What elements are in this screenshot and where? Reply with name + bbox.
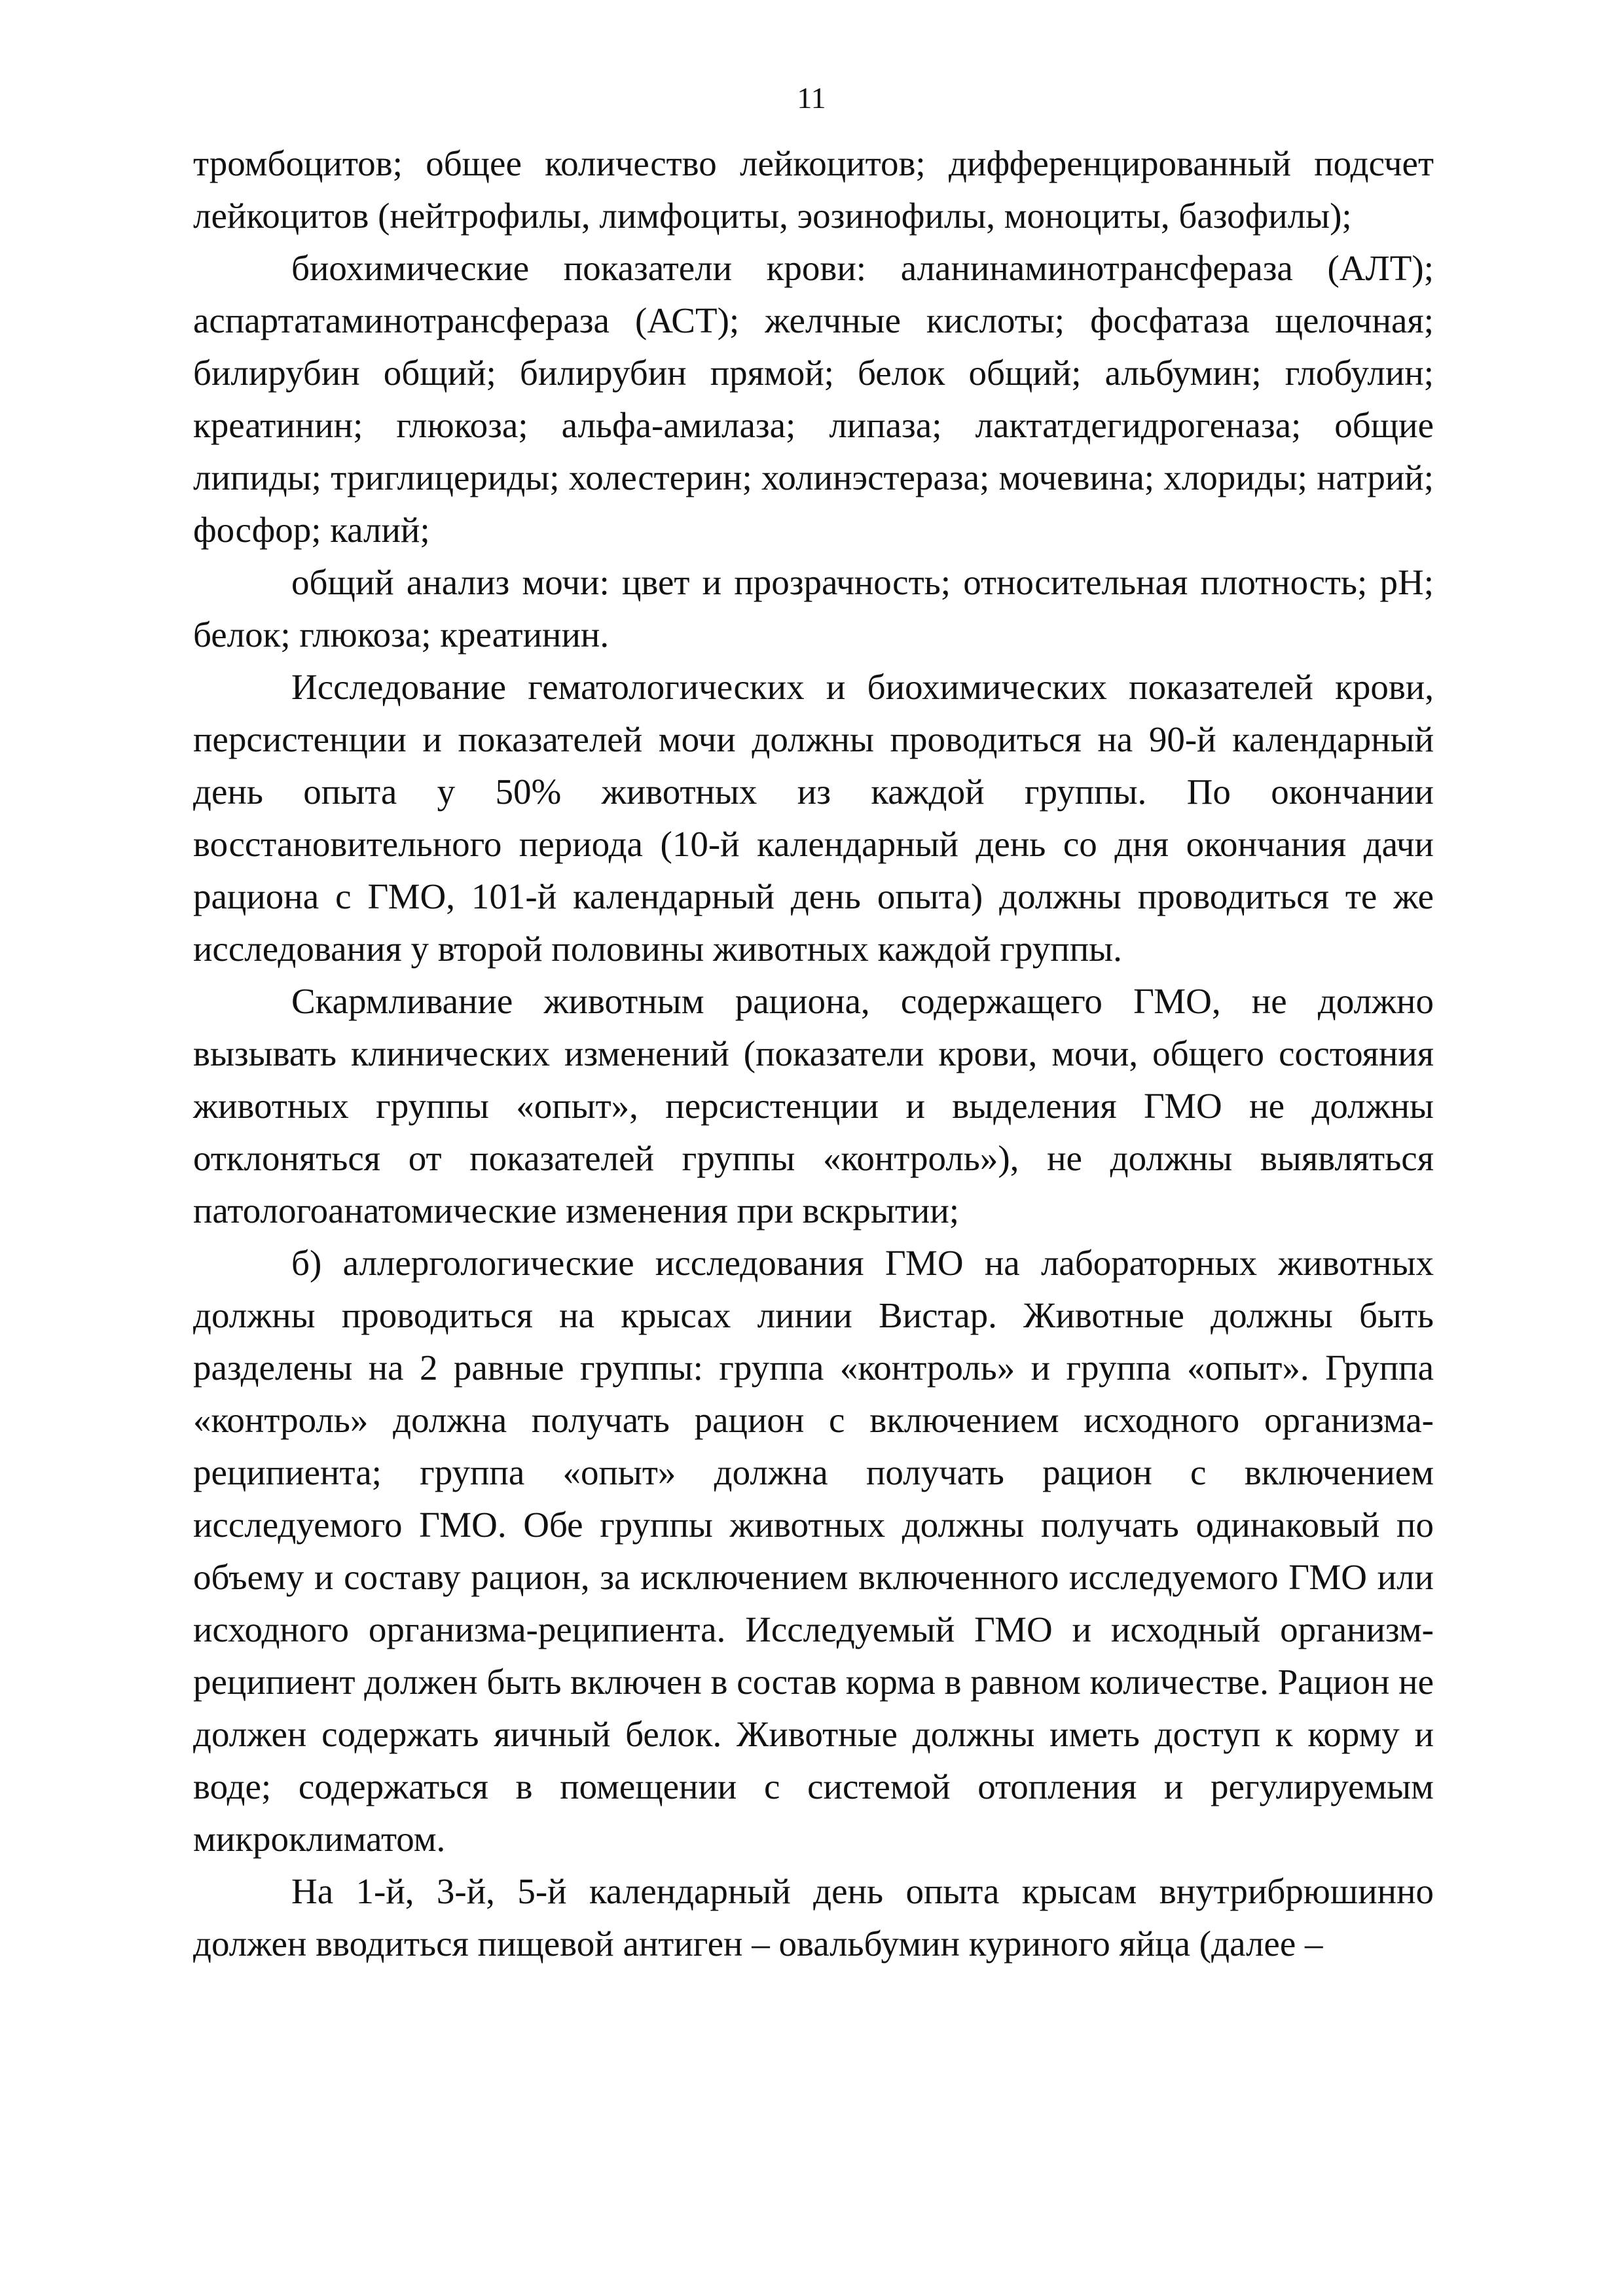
paragraph-urinalysis: общий анализ мочи: цвет и прозрачность; относительная плотность; pH; белок; глюкоза; креатинин. [193, 562, 1434, 655]
paragraph-study-schedule: Исследование гематологических и биохимических показателей крови, персистенции и показателей мочи должны проводиться на 90-й календарный день опыта у 50% животных из каждой группы. По окончании восстановительного периода (10-й календарный день со дня окончания дачи рациона с ГМО, 101-й календарный день опыта) должны проводиться те же исследования у второй половины животных каждой группы. [193, 667, 1434, 969]
paragraph-blood-cell-counts: тромбоцитов; общее количество лейкоцитов; дифференцированный подсчет лейкоцитов (нейтрофилы, лимфоциты, эозинофилы, моноциты, базофилы); [193, 143, 1434, 236]
document-body [193, 137, 1434, 1970]
paragraph-biochemical-indicators: биохимические показатели крови: аланинаминотрансфераза (АЛТ); аспартатаминотрансфераза (АСТ); желчные кислоты; фосфатаза щелочная; билирубин общий; билирубин прямой; белок общий; альбумин; глобулин; креатинин; глюкоза; альфа-амилаза; липаза; лактатдегидрогеназа; общие липиды; триглицериды; холестерин; холинэстераза; мочевина; хлориды; натрий; фосфор; калий; [193, 248, 1434, 550]
page-number: 11 [797, 81, 826, 115]
paragraph-feeding-requirements: Скармливание животным рациона, содержащего ГМО, не должно вызывать клинических изменений (показатели крови, мочи, общего состояния животных группы «опыт», персистенции и выделения ГМО не должны отклоняться от показателей группы «контроль»), не должны выявляться патологоанатомические изменения при вскрытии; [193, 981, 1434, 1230]
paragraph-antigen-administration: На 1-й, 3-й, 5-й календарный день опыта крысам внутрибрюшинно должен вводиться пищевой антиген – овальбумин куриного яйца (далее – [193, 1871, 1434, 1964]
paragraph-allergological-studies: б) аллергологические исследования ГМО на лабораторных животных должны проводиться на крысах линии Вистар. Животные должны быть разделены на 2 равные группы: группа «контроль» и группа «опыт». Группа «контроль» должна получать рацион с включением исходного организма-реципиента; группа «опыт» должна получать рацион с включением исследуемого ГМО. Обе группы животных должны получать одинаковый по объему и составу рацион, за исключением включенного исследуемого ГМО или исходного организма-реципиента. Исследуемый ГМО и исходный организм-реципиент должен быть включен в состав корма в равном количестве. Рацион не должен содержать яичный белок. Животные должны иметь доступ к корму и воде; содержаться в помещении с системой отопления и регулируемым микроклиматом. [193, 1243, 1434, 1859]
